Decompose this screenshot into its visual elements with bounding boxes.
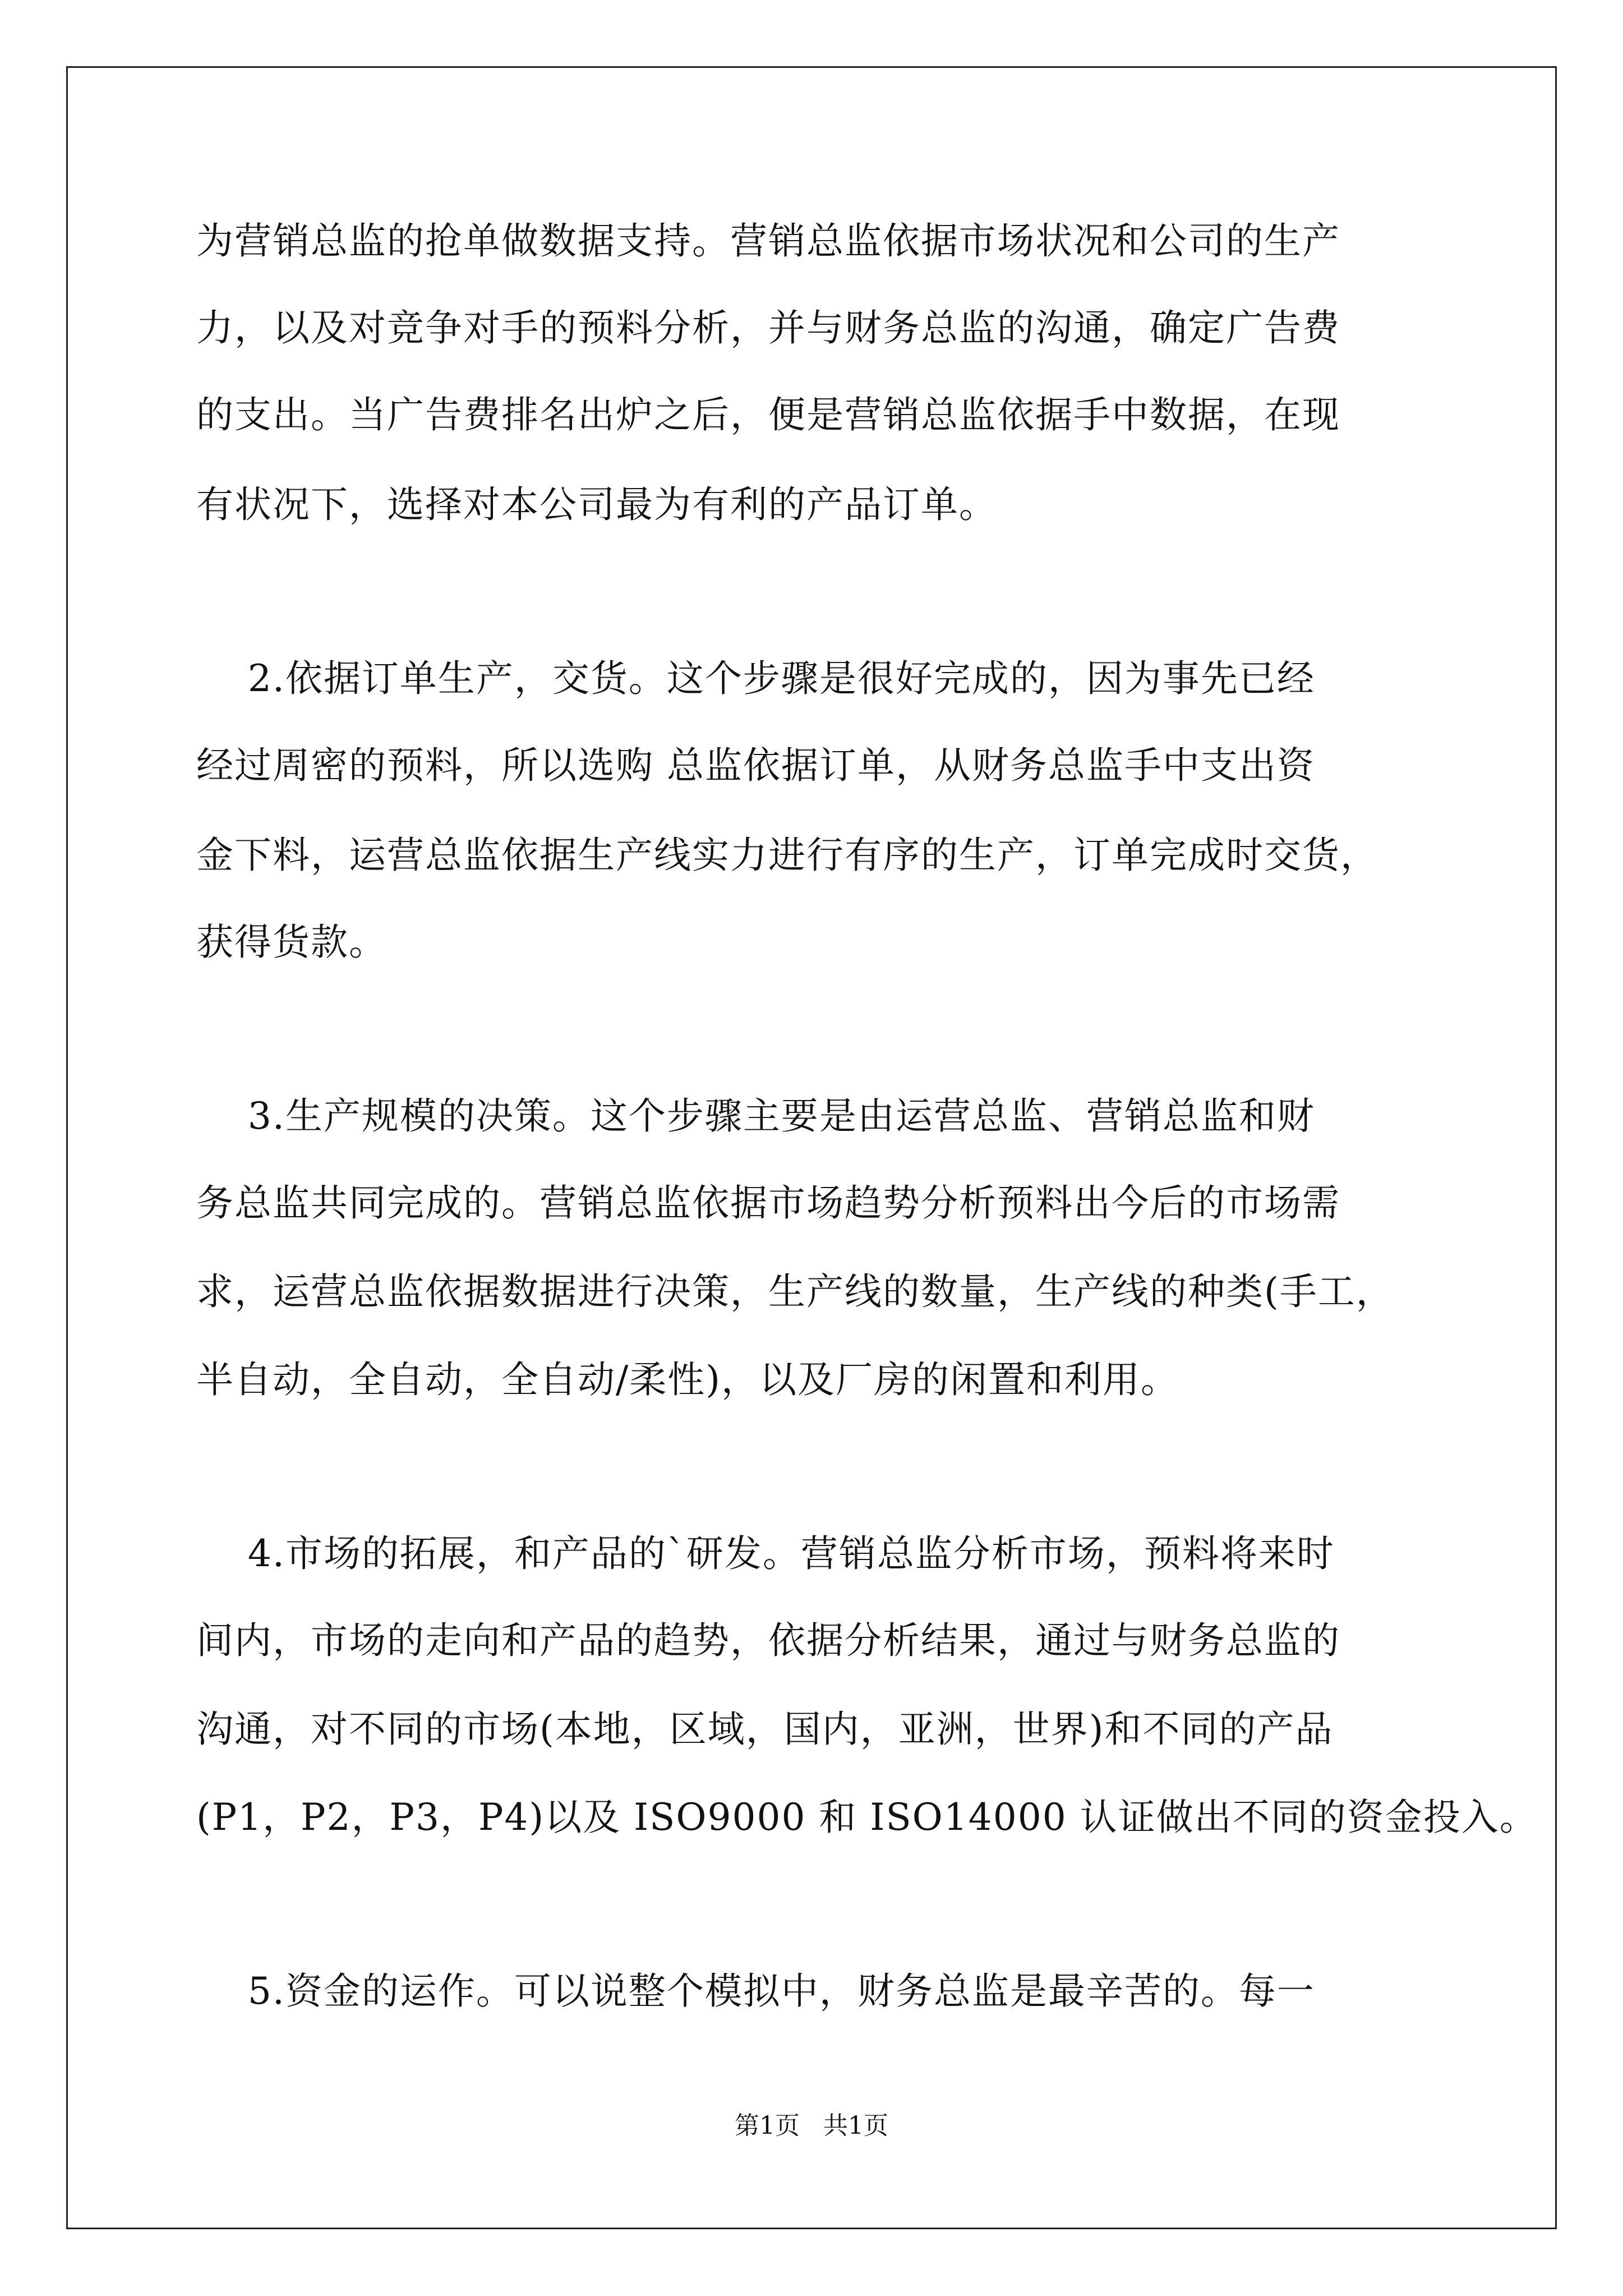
text-line-10: 务总监共同完成的。营销总监依据市场趋势分析预料出今后的市场需 xyxy=(196,1181,1340,1225)
text-line-3: 的支出。当广告费排名出炉之后，便是营销总监依据手中数据，在现 xyxy=(196,393,1340,436)
text-line-7: 金下料，运营总监依据生产线实力进行有序的生产，订单完成时交货， xyxy=(196,834,1378,877)
text-line-12: 半自动，全自动，全自动/柔性)，以及厂房的闲置和利用。 xyxy=(196,1358,1179,1401)
text-line-6: 经过周密的预料，所以选购 总监依据订单，从财务总监手中支出资 xyxy=(196,744,1315,787)
text-line-11: 求，运营总监依据数据进行决策，生产线的数量，生产线的种类(手工， xyxy=(196,1270,1394,1313)
text-line-13: 4.市场的拓展，和产品的`研发。营销总监分析市场，预料将来时 xyxy=(196,1532,1335,1575)
text-line-16: (P1，P2，P3，P4)以及 ISO9000 和 ISO14000 认证做出不同的资金投入。 xyxy=(196,1796,1538,1839)
text-line-14: 间内，市场的走向和产品的趋势，依据分析结果，通过与财务总监的 xyxy=(196,1619,1340,1662)
text-line-9: 3.生产规模的决策。这个步骤主要是由运营总监、营销总监和财 xyxy=(196,1094,1315,1138)
text-line-5: 2.依据订单生产，交货。这个步骤是很好完成的，因为事先已经 xyxy=(196,657,1315,700)
page-footer: 第1页 共1页 xyxy=(735,2111,888,2140)
text-line-1: 为营销总监的抢单做数据支持。营销总监依据市场状况和公司的生产 xyxy=(196,219,1340,263)
text-line-17: 5.资金的运作。可以说整个模拟中，财务总监是最辛苦的。每一 xyxy=(196,1970,1315,2013)
text-line-4: 有状况下，选择对本公司最为有利的产品订单。 xyxy=(196,483,997,526)
text-line-8: 获得货款。 xyxy=(196,921,387,964)
text-line-2: 力，以及对竞争对手的预料分析，并与财务总监的沟通，确定广告费 xyxy=(196,306,1340,349)
text-line-15: 沟通，对不同的市场(本地，区域，国内，亚洲，世界)和不同的产品 xyxy=(196,1708,1334,1751)
